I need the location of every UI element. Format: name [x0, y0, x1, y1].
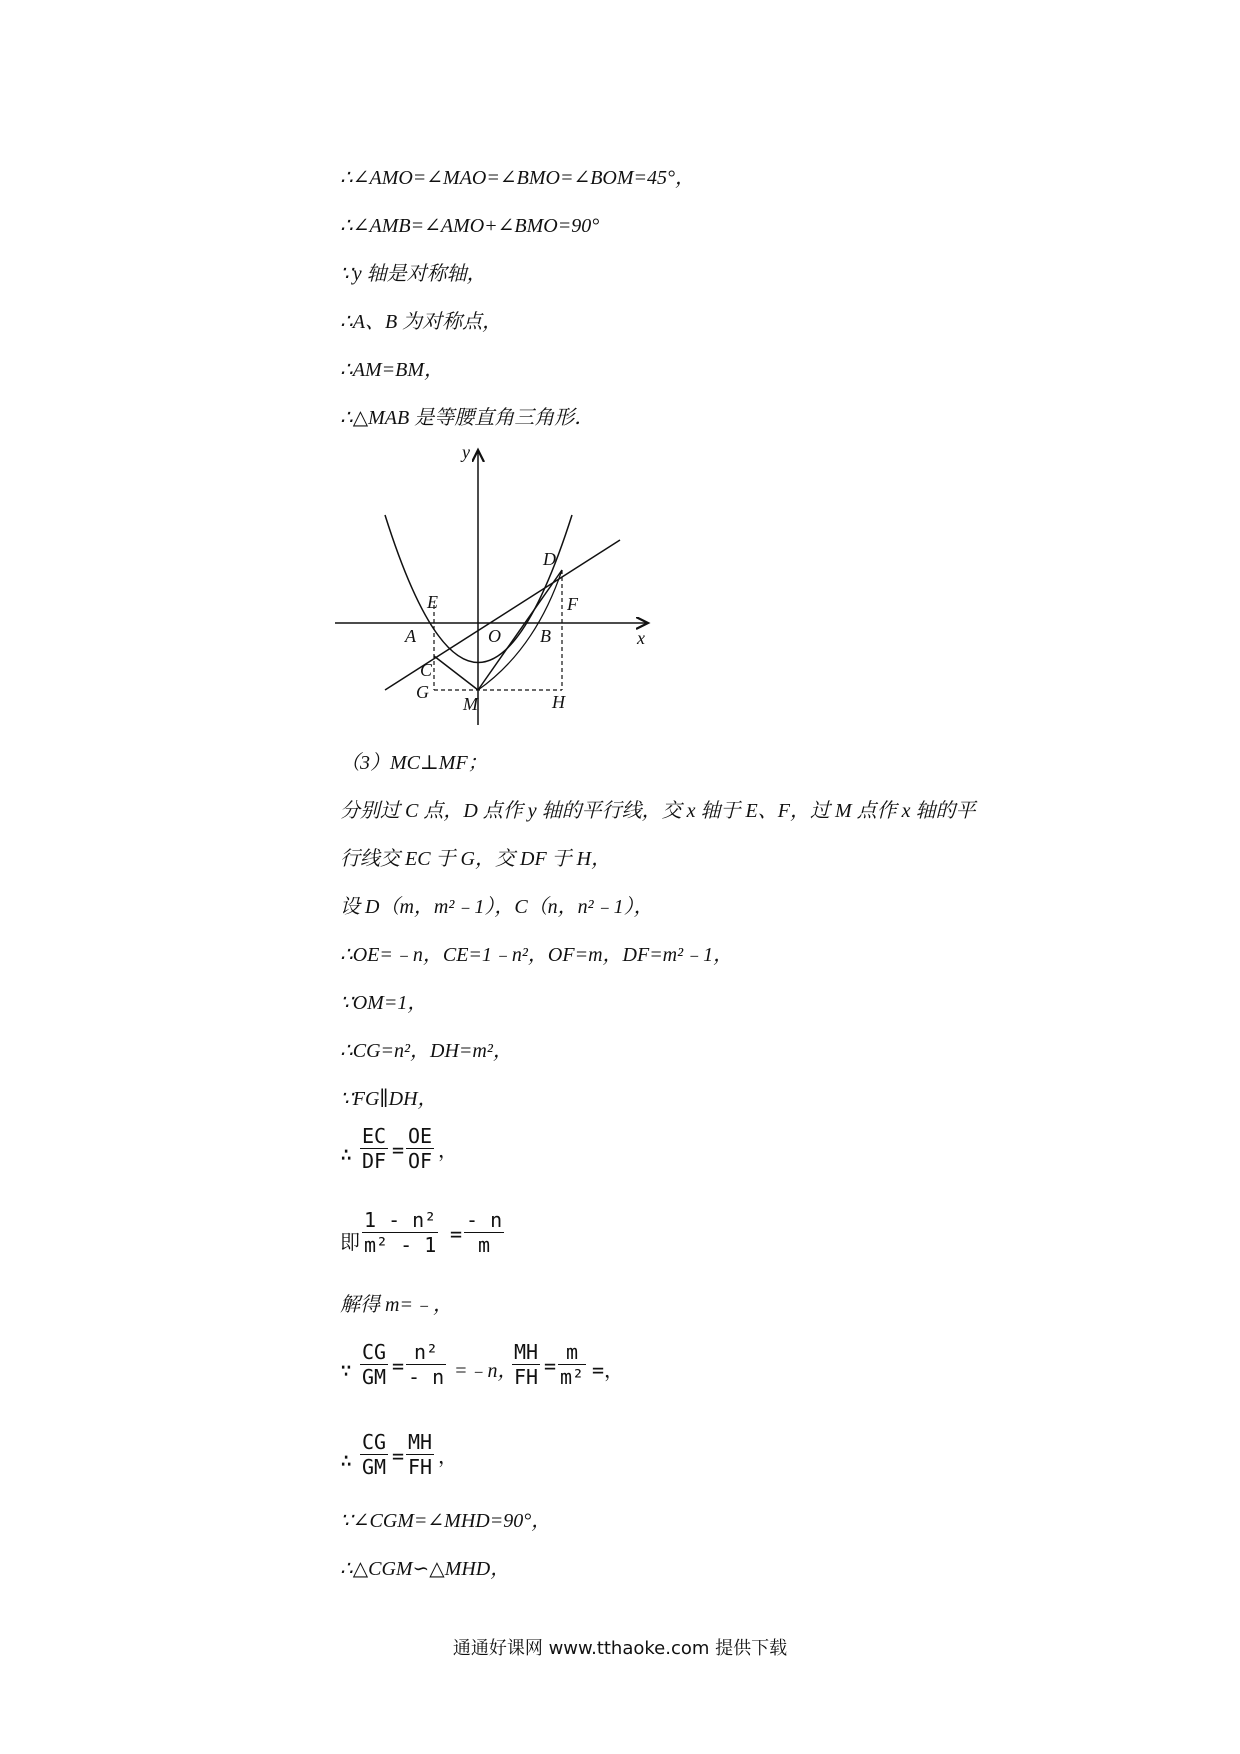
proof-line-2: ∴∠AMB=∠AMO+∠BMO=90°: [340, 215, 600, 237]
label-y: y: [462, 442, 470, 462]
denominator: FH: [514, 1365, 539, 1389]
proof-line-6: ∴△MAB 是等腰直角三角形．: [340, 407, 595, 429]
denominator: m² - 1: [364, 1233, 437, 1257]
numerator: n²: [406, 1340, 446, 1365]
fraction-n2-n: [406, 1340, 446, 1389]
equals: =: [392, 1444, 405, 1468]
fraction-mh-fh: [512, 1340, 540, 1389]
footer-text: 通通好课网 www.tthaoke.com 提供下载: [452, 1638, 788, 1659]
equals: =: [392, 1354, 405, 1378]
numerator: 1 - n²: [364, 1208, 437, 1232]
denominator: DF: [362, 1149, 387, 1173]
label-g: G: [416, 682, 429, 702]
label-c: C: [420, 660, 433, 680]
prefix: 即: [340, 1230, 360, 1254]
proof-line-7: （3）MC⊥MF；: [340, 752, 488, 774]
denominator: FH: [408, 1455, 433, 1479]
numerator: CG: [362, 1340, 387, 1364]
fraction-row-1: [340, 1124, 540, 1180]
suffix: ，: [438, 1444, 458, 1468]
prefix: ∴: [340, 1142, 353, 1166]
proof-line-12: ∵OM=1，: [340, 992, 428, 1014]
proof-line-1: ∴∠AMO=∠MAO=∠BMO=∠BOM=45°，: [340, 167, 696, 189]
numerator: m: [558, 1340, 586, 1365]
fraction-row-3: [340, 1340, 740, 1400]
numerator: MH: [514, 1340, 539, 1364]
label-e: E: [427, 592, 438, 612]
fraction-mh-fh: [406, 1430, 434, 1479]
fraction-main: [362, 1208, 438, 1257]
denominator: GM: [362, 1455, 387, 1479]
label-d: D: [543, 549, 556, 569]
numerator: EC: [362, 1124, 387, 1148]
suffix: =，: [592, 1358, 625, 1382]
label-f: F: [567, 594, 578, 614]
middle-text: =﹣n，: [454, 1360, 518, 1382]
proof-line-10: 设 D（m，m²﹣1），C（n，n²﹣1），: [340, 896, 654, 918]
denominator: - n: [408, 1365, 445, 1389]
label-m: M: [463, 694, 478, 714]
equals: =: [450, 1222, 463, 1246]
fraction-row-2: [340, 1208, 600, 1268]
proof-line-3: ∵y 轴是对称轴，: [340, 263, 487, 285]
proof-line-16: ∵∠CGM=∠MHD=90°，: [340, 1510, 552, 1532]
numerator: OE: [408, 1124, 433, 1148]
proof-line-5: ∴AM=BM，: [340, 359, 444, 381]
proof-line-8: 分别过 C 点，D 点作 y 轴的平行线，交 x 轴于 E、F，过 M 点作 x 轴的平: [340, 800, 976, 822]
fraction-m-m2: [558, 1340, 586, 1389]
prefix: ∴: [340, 1448, 353, 1472]
proof-line-4: ∴A、B 为对称点，: [340, 311, 503, 333]
label-a: A: [405, 626, 416, 646]
fraction-oe-of: [406, 1124, 434, 1173]
proof-line-9: 行线交 EC 于 G，交 DF 于 H，: [340, 848, 612, 870]
fraction-ec-df: [360, 1124, 388, 1173]
label-x: x: [637, 628, 645, 648]
numerator: CG: [362, 1430, 387, 1454]
proof-line-11: ∴OE=﹣n，CE=1﹣n²，OF=m，DF=m²﹣1，: [340, 944, 734, 966]
label-b: B: [540, 626, 551, 646]
denominator: m: [478, 1233, 491, 1257]
proof-line-13: ∴CG=n²，DH=m²，: [340, 1040, 513, 1062]
proof-line-17: ∴△CGM∽△MHD，: [340, 1558, 511, 1580]
label-h: H: [552, 692, 565, 712]
proof-line-15: 解得 m=﹣，: [340, 1294, 453, 1316]
fraction-cg-gm: [360, 1340, 388, 1389]
proof-line-14: ∵FG∥DH，: [340, 1088, 438, 1110]
equals: =: [544, 1354, 557, 1378]
denominator: OF: [408, 1149, 433, 1173]
denominator: GM: [362, 1365, 387, 1389]
label-o: O: [488, 626, 501, 646]
fraction-cg-gm: [360, 1430, 388, 1479]
numerator: MH: [408, 1430, 433, 1454]
parabola-figure: [330, 440, 660, 730]
page-footer: [0, 1634, 1240, 1660]
numerator: - n: [466, 1208, 503, 1232]
denominator: m²: [560, 1365, 585, 1389]
equals: =: [392, 1138, 405, 1162]
suffix: ，: [438, 1138, 458, 1162]
prefix: ∵: [340, 1358, 353, 1382]
fraction-row-4: [340, 1430, 540, 1486]
fraction-rhs: [464, 1208, 504, 1257]
